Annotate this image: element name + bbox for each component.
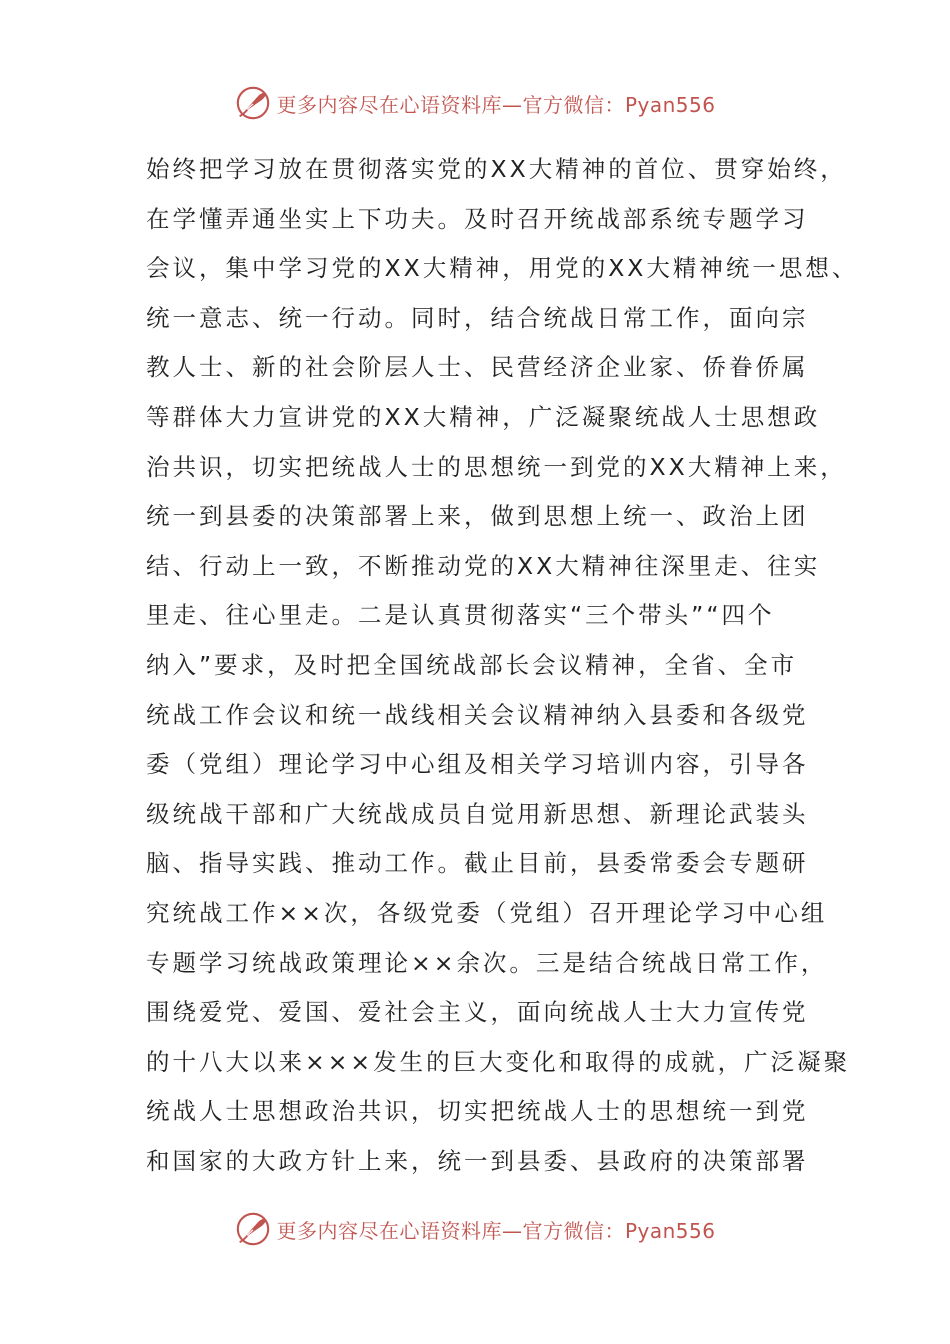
header-watermark [0,83,950,123]
watermark-text: 更多内容尽在心语资料库—官方微信：Pyan556 [276,92,716,117]
text-line: 统一意志、统一行动。同时，结合统战日常工作，面向宗 [146,303,809,332]
text-line: 和国家的大政方针上来，统一到县委、县政府的决策部署 [146,1146,809,1175]
text-line: 里走、往心里走。二是认真贯彻落实“三个带头”“四个 [146,601,775,630]
text-line: 围绕爱党、爱国、爱社会主义，面向统战人士大力宣传党 [146,998,809,1027]
text-line: 统一到县委的决策部署上来，做到思想上统一、政治上团 [146,502,809,531]
text-line: 会议，集中学习党的XX大精神，用党的XX大精神统一思想、 [146,254,859,283]
text-line: 纳入”要求，及时把全国统战部长会议精神，全省、全市 [146,650,798,679]
quill-pen-logo-icon [234,1210,272,1248]
text-line: 级统战干部和广大统战成员自觉用新思想、新理论武装头 [146,799,809,828]
watermark-text: 更多内容尽在心语资料库—官方微信：Pyan556 [276,1218,716,1243]
text-line: 始终把学习放在贯彻落实党的XX大精神的首位、贯穿始终， [146,155,847,183]
text-line: 结、行动上一致，不断推动党的XX大精神往深里走、往实 [146,551,821,580]
text-line: 脑、指导实践、推动工作。截止目前，县委常委会专题研 [146,849,809,878]
text-line: 治共识，切实把统战人士的思想统一到党的XX大精神上来， [146,452,847,481]
text-line: 在学懂弄通坐实上下功夫。及时召开统战部系统专题学习 [146,204,809,233]
text-line: 专题学习统战政策理论××余次。三是结合统战日常工作， [146,948,828,977]
text-line: 统战工作会议和统一战线相关会议精神纳入县委和各级党 [146,700,809,729]
text-line: 的十八大以来×××发生的巨大变化和取得的成就，广泛凝聚 [146,1047,851,1076]
text-line: 究统战工作××次，各级党委（党组）召开理论学习中心组 [146,898,828,927]
quill-pen-logo-icon [234,84,272,122]
text-line: 统战人士思想政治共识，切实把统战人士的思想统一到党 [146,1097,809,1126]
footer-watermark [0,1209,950,1249]
text-line: 委（党组）理论学习中心组及相关学习培训内容，引导各 [146,750,809,779]
text-line: 等群体大力宣讲党的XX大精神，广泛凝聚统战人士思想政 [146,402,821,431]
text-line: 教人士、新的社会阶层人士、民营经济企业家、侨眷侨属 [146,353,809,382]
document-body [146,145,859,1186]
